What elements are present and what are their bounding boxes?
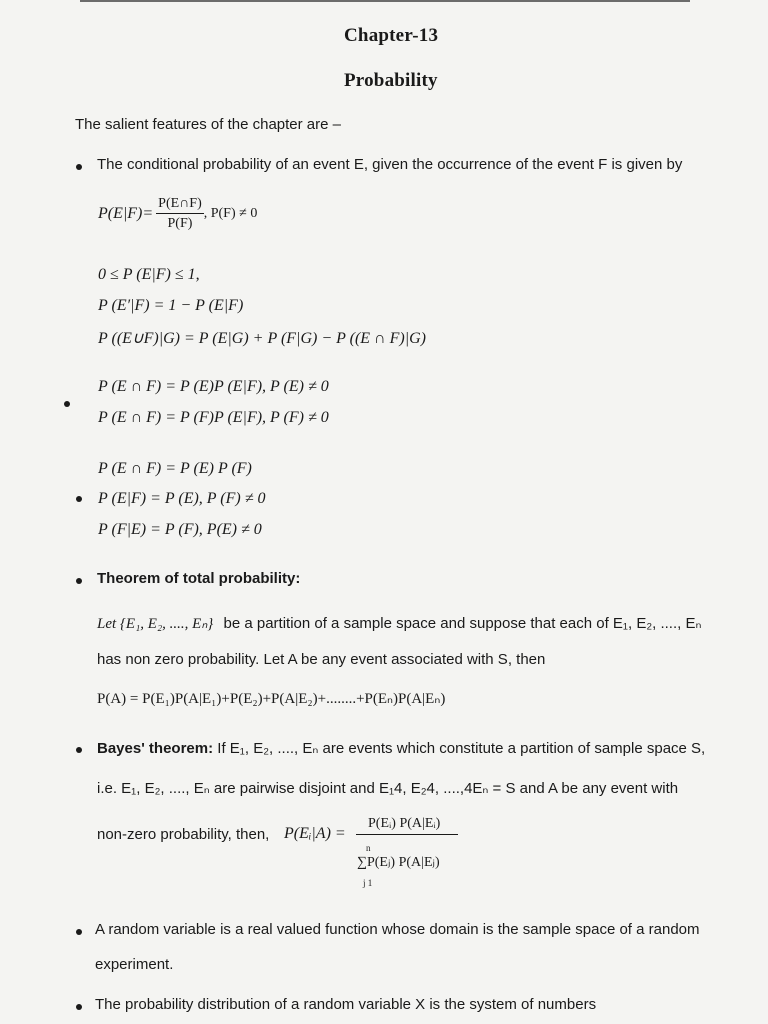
formula-line: P (E′|F) = 1 − P (E|F) bbox=[98, 297, 244, 314]
bullet-icon bbox=[76, 578, 82, 584]
formula-line: P (E|F) = P (E), P (F) ≠ 0 bbox=[98, 490, 266, 507]
conditional-probability-formula bbox=[98, 196, 257, 232]
bayes-lhs: P(Eᵢ|A) = bbox=[284, 825, 346, 842]
intro-text: The salient features of the chapter are – bbox=[75, 116, 341, 133]
bayes-line bbox=[97, 739, 705, 757]
formula-line: P (E ∩ F) = P (F)P (E|F), P (F) ≠ 0 bbox=[98, 409, 329, 426]
formula-fraction bbox=[156, 196, 204, 232]
formula-line: P (F|E) = P (F), P(E) ≠ 0 bbox=[98, 521, 262, 538]
total-probability-formula: P(A) = P(E₁)P(A|E₁)+P(E₂)+P(A|E₂)+........+P(Eₙ)P(A|Eₙ) bbox=[97, 691, 446, 707]
bayes-text: If E₁, E₂, ...., Eₙ are events which constitute a partition of sample space S, bbox=[217, 740, 706, 757]
chapter-number: Chapter-13 bbox=[344, 25, 439, 46]
partition-set: Let {E₁, E₂, ...., Eₙ} bbox=[97, 616, 214, 632]
chapter-title: Probability bbox=[344, 70, 438, 91]
formula-line: P (E ∩ F) = P (E)P (E|F), P (E) ≠ 0 bbox=[98, 378, 329, 395]
bayes-denominator: ∑P(Eⱼ) P(A|Eⱼ) bbox=[357, 855, 440, 870]
random-variable-text: A random variable is a real valued function whose domain is the sample space of a random bbox=[95, 921, 700, 938]
bayes-numerator: P(Eᵢ) P(A|Eᵢ) bbox=[356, 816, 458, 835]
formula-line: P (E ∩ F) = P (E) P (F) bbox=[98, 460, 252, 477]
total-probability-line bbox=[97, 614, 701, 633]
formula-line: 0 ≤ P (E|F) ≤ 1, bbox=[98, 266, 200, 283]
bayes-line: non-zero probability, then, bbox=[97, 826, 270, 843]
partition-text: be a partition of a sample space and suppose that each of E₁, E₂, ...., Eₙ bbox=[223, 615, 702, 632]
distribution-text: The probability distribution of a random variable X is the system of numbers bbox=[95, 996, 597, 1013]
bullet-icon bbox=[76, 929, 82, 935]
bayes-heading: Bayes' theorem: bbox=[97, 740, 214, 757]
random-variable-text: experiment. bbox=[95, 956, 174, 973]
conditional-probability-text: The conditional probability of an event E, given the occurrence of the event F is given by bbox=[97, 156, 683, 173]
bayes-sum-lower: j 1 bbox=[363, 878, 373, 888]
total-probability-heading: Theorem of total probability: bbox=[97, 570, 301, 587]
bullet-icon bbox=[76, 1004, 82, 1010]
formula-numerator: P(E∩F) bbox=[156, 196, 204, 214]
formula-lhs: P(E|F)= bbox=[98, 205, 154, 222]
formula-denominator: P(F) bbox=[167, 216, 193, 231]
formula-condition: , P(F) ≠ 0 bbox=[203, 206, 258, 221]
bullet-icon bbox=[76, 164, 82, 170]
bayes-line: i.e. E₁, E₂, ...., Eₙ are pairwise disjoint and E₁4, E₂4, ....,4Eₙ = S and A be any event with bbox=[97, 780, 679, 797]
formula-line: P ((E∪F)|G) = P (E|G) + P (F|G) − P ((E ∩ F)|G) bbox=[98, 330, 426, 347]
bullet-icon bbox=[64, 401, 70, 407]
bullet-icon bbox=[76, 496, 82, 502]
bullet-icon bbox=[76, 747, 82, 753]
total-probability-line: has non zero probability. Let A be any event associated with S, then bbox=[97, 651, 546, 668]
bayes-sum-upper: n bbox=[366, 843, 371, 853]
